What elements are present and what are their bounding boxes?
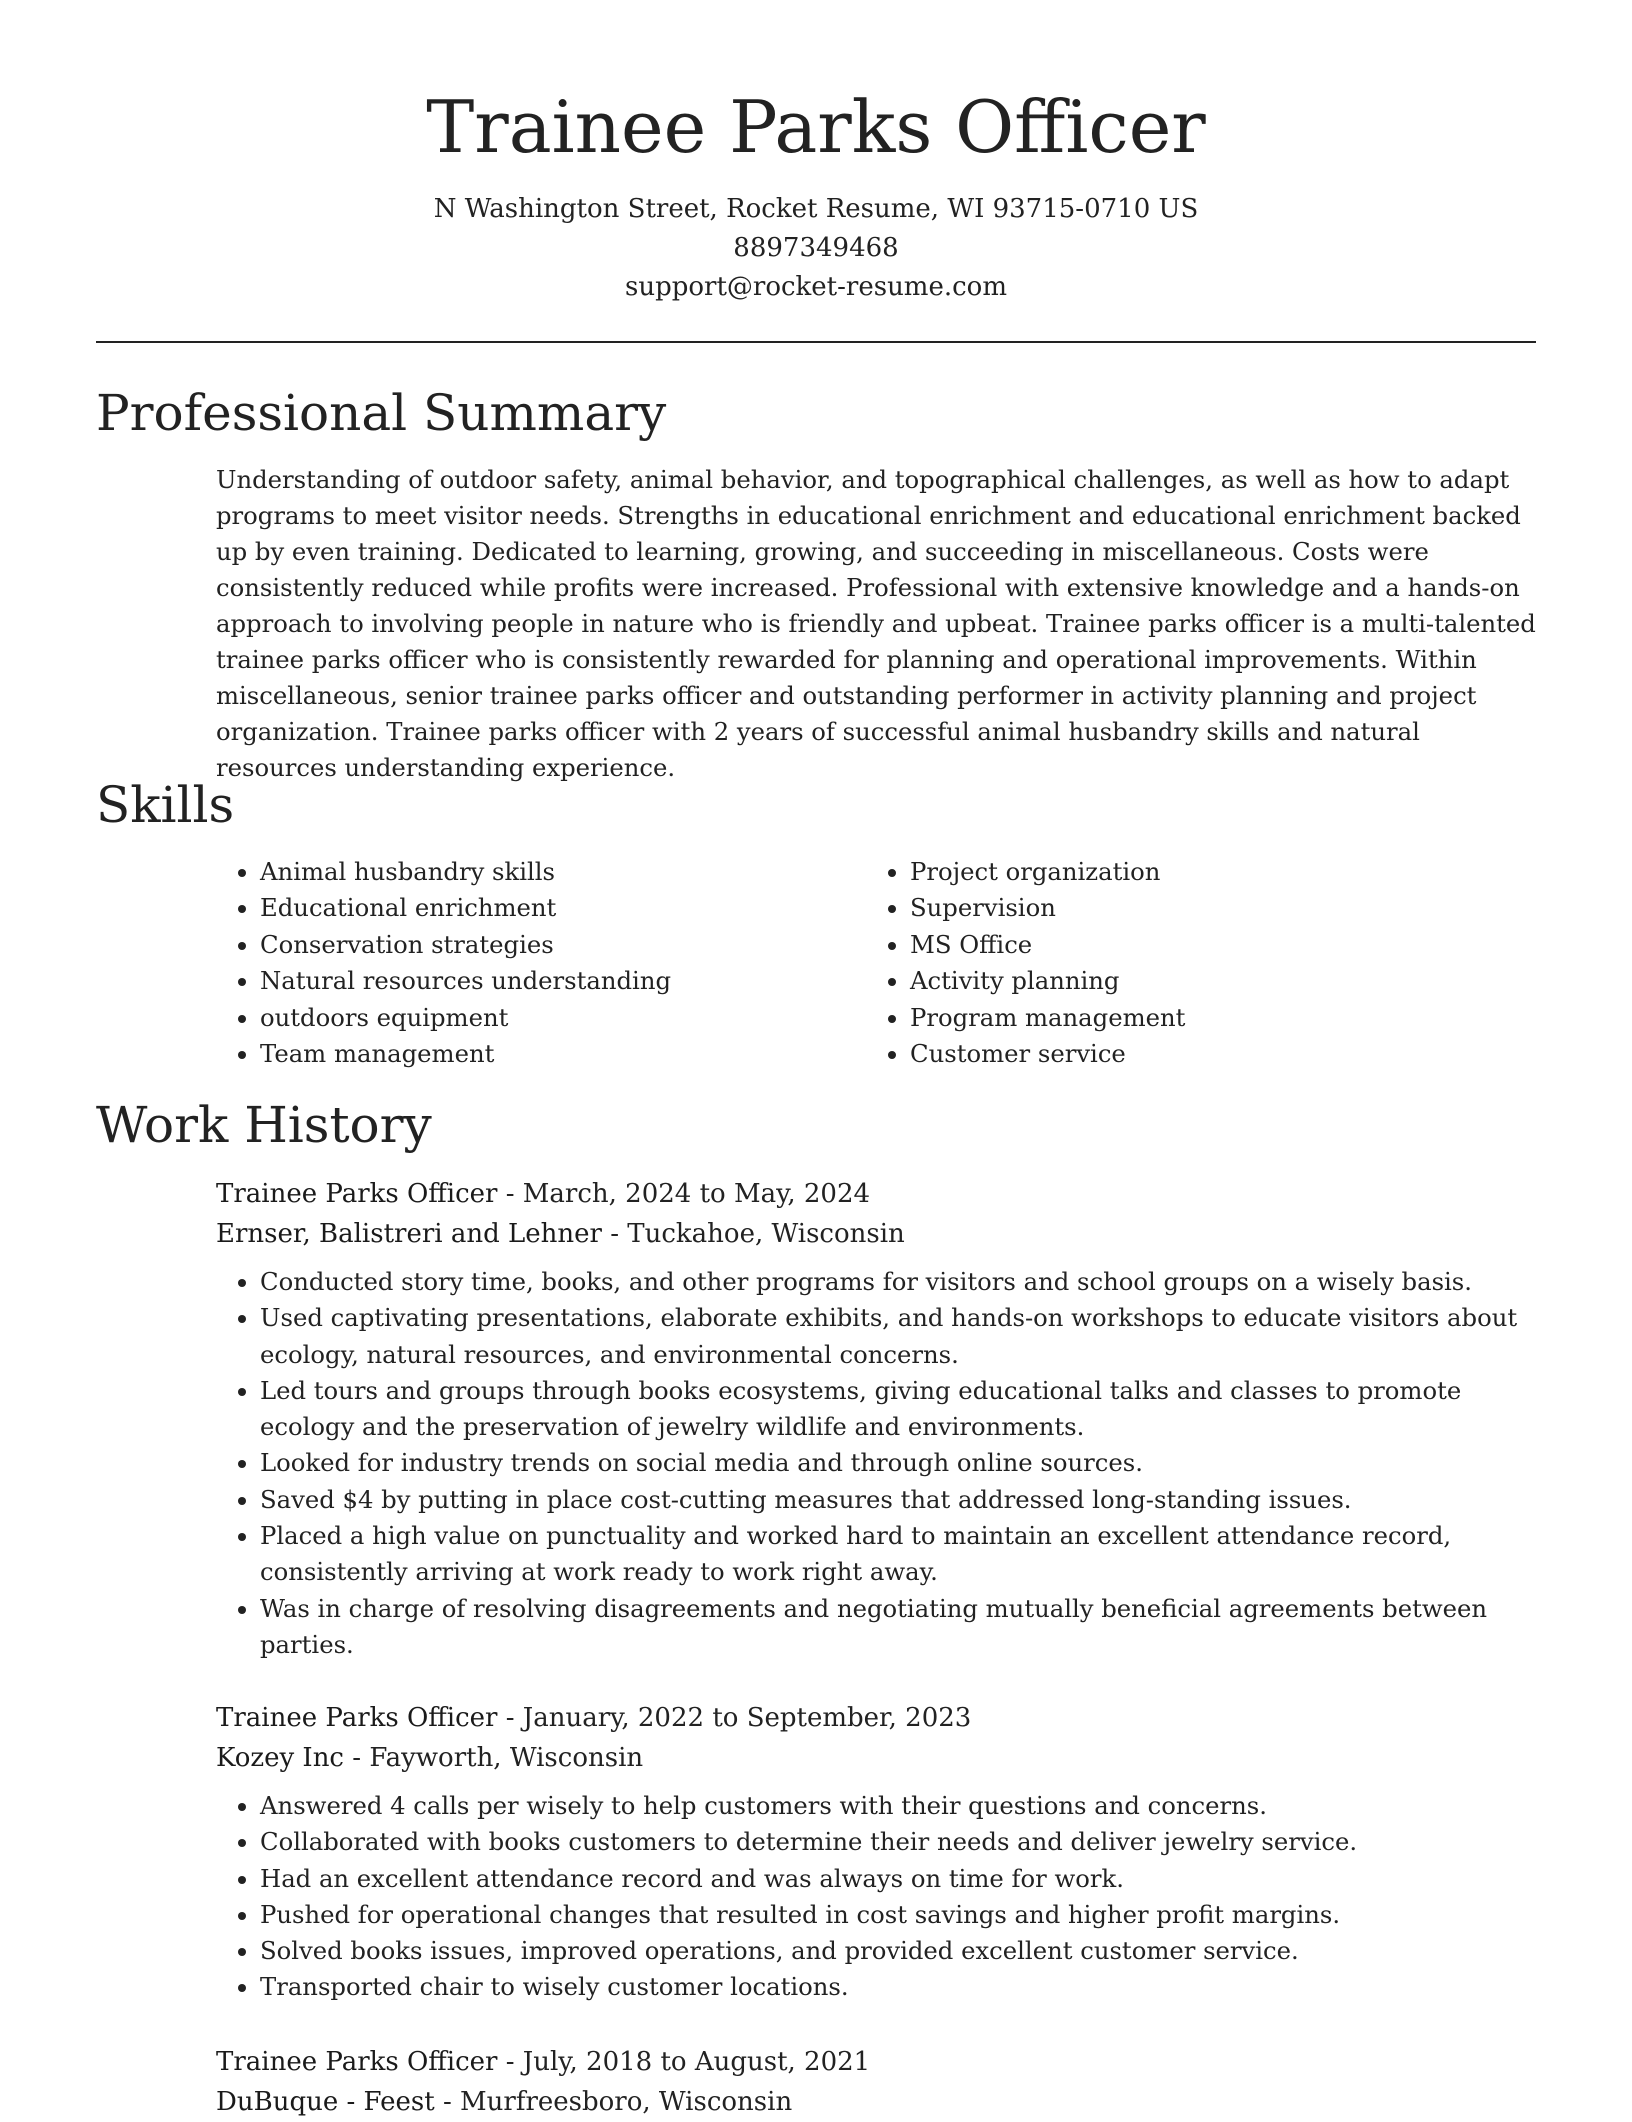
duty-item: • Collaborated with books customers to determine their needs and deliver jewelry service. — [260, 1824, 1542, 1860]
summary-text: Understanding of outdoor safety, animal behavior, and topographical challenges, as well as how to adapt programs to meet visitor needs. Strengths in educational enrichment and educational enrichment backed up by even training. Dedicated to learning, growing, and succeeding in miscellaneous. Costs were consistently reduced while profits were increased. Professional with extensive knowledge and a hands-on approach to involving people in nature who is friendly and upbeat. Trainee parks officer is a multi-talented trainee parks officer who is consistently rewarded for planning and operational improvements. Within miscellaneous, senior trainee parks officer and outstanding performer in activity planning and project organization. Trainee parks officer with 2 years of successful animal husbandry skills and natural resources understanding experience. — [216, 465, 1536, 782]
email: support@rocket-resume.com — [624, 272, 1007, 302]
summary-heading: Professional Summary — [96, 384, 667, 442]
duty-item: • Conducted story time, books, and other programs for visitors and school groups on a wisely basis. — [260, 1264, 1542, 1300]
skill-item: • Program management — [910, 1000, 1516, 1036]
skills-list — [216, 854, 1536, 1072]
skills-column-left — [216, 854, 866, 1072]
job-duties — [216, 1788, 1542, 2006]
job-role: Trainee Parks Officer — [216, 2047, 498, 2077]
skill-item: • outdoors equipment — [260, 1000, 866, 1036]
job-company-line — [216, 1214, 1542, 1254]
duty-item: • Led tours and groups through books ecosystems, giving educational talks and classes to promote ecology and the preservation of jewelry wildlife and environments. — [260, 1373, 1542, 1446]
skill-item: • Natural resources understanding — [260, 963, 866, 999]
job-entry — [216, 2042, 1542, 2122]
duty-item: • Was in charge of resolving disagreements and negotiating mutually beneficial agreements between parties. — [260, 1591, 1542, 1664]
skill-item: • Supervision — [910, 890, 1516, 926]
job-title-line — [216, 1698, 1542, 1738]
candidate-name: Trainee Parks Officer — [426, 85, 1206, 169]
skill-item: • Animal husbandry skills — [260, 854, 866, 890]
duty-item: • Placed a high value on punctuality and worked hard to maintain an excellent attendance record, consistently arriving at work ready to work right away. — [260, 1518, 1542, 1591]
address: N Washington Street, Rocket Resume, WI 93715-0710 US — [433, 194, 1199, 224]
duty-item: • Looked for industry trends on social media and through online sources. — [260, 1445, 1542, 1481]
job-dates: - March, 2024 to May, 2024 — [497, 1179, 871, 1209]
job-title-line — [216, 2042, 1542, 2082]
skills-heading: Skills — [96, 776, 235, 834]
duty-item: • Had an excellent attendance record and was always on time for work. — [260, 1861, 1542, 1897]
job-dates: - January, 2022 to September, 2023 — [497, 1703, 972, 1733]
skill-item: • Educational enrichment — [260, 890, 866, 926]
phone: 8897349468 — [733, 233, 899, 263]
job-dates: - July, 2018 to August, 2021 — [497, 2047, 871, 2077]
duty-item: • Answered 4 calls per wisely to help customers with their questions and concerns. — [260, 1788, 1542, 1824]
job-company-line — [216, 1738, 1542, 1778]
work-history-heading: Work History — [96, 1096, 432, 1154]
skill-item: • Activity planning — [910, 963, 1516, 999]
job-role: Trainee Parks Officer — [216, 1703, 498, 1733]
job-location: - Fayworth, Wisconsin — [344, 1743, 644, 1773]
skill-item: • Customer service — [910, 1036, 1516, 1072]
job-company-line — [216, 2082, 1542, 2122]
duty-item: • Used captivating presentations, elaborate exhibits, and hands-on workshops to educate visitors about ecology, natural resources, and environmental concerns. — [260, 1300, 1542, 1373]
job-duties — [216, 1264, 1542, 1663]
resume-header — [0, 82, 1632, 307]
header-divider — [96, 341, 1536, 343]
job-entry — [216, 1174, 1542, 1663]
job-entry — [216, 1698, 1542, 2006]
duty-item: • Transported chair to wisely customer locations. — [260, 1969, 1542, 2005]
job-company: Ernser, Balistreri and Lehner — [216, 1219, 602, 1249]
skill-item: • Conservation strategies — [260, 927, 866, 963]
job-location: - Tuckahoe, Wisconsin — [601, 1219, 905, 1249]
duty-item: • Solved books issues, improved operations, and provided excellent customer service. — [260, 1933, 1542, 1969]
job-title-line — [216, 1174, 1542, 1214]
job-company: DuBuque - Feest — [216, 2087, 435, 2117]
job-role: Trainee Parks Officer — [216, 1179, 498, 1209]
job-location: - Murfreesboro, Wisconsin — [434, 2087, 793, 2117]
skill-item: • Team management — [260, 1036, 866, 1072]
skills-column-right — [866, 854, 1516, 1072]
duty-item: • Saved $4 by putting in place cost-cutting measures that addressed long-standing issues. — [260, 1482, 1542, 1518]
skill-item: • MS Office — [910, 927, 1516, 963]
contact-block — [0, 190, 1632, 307]
duty-item: • Pushed for operational changes that resulted in cost savings and higher profit margins. — [260, 1897, 1542, 1933]
skill-item: • Project organization — [910, 854, 1516, 890]
job-company: Kozey Inc — [216, 1743, 344, 1773]
